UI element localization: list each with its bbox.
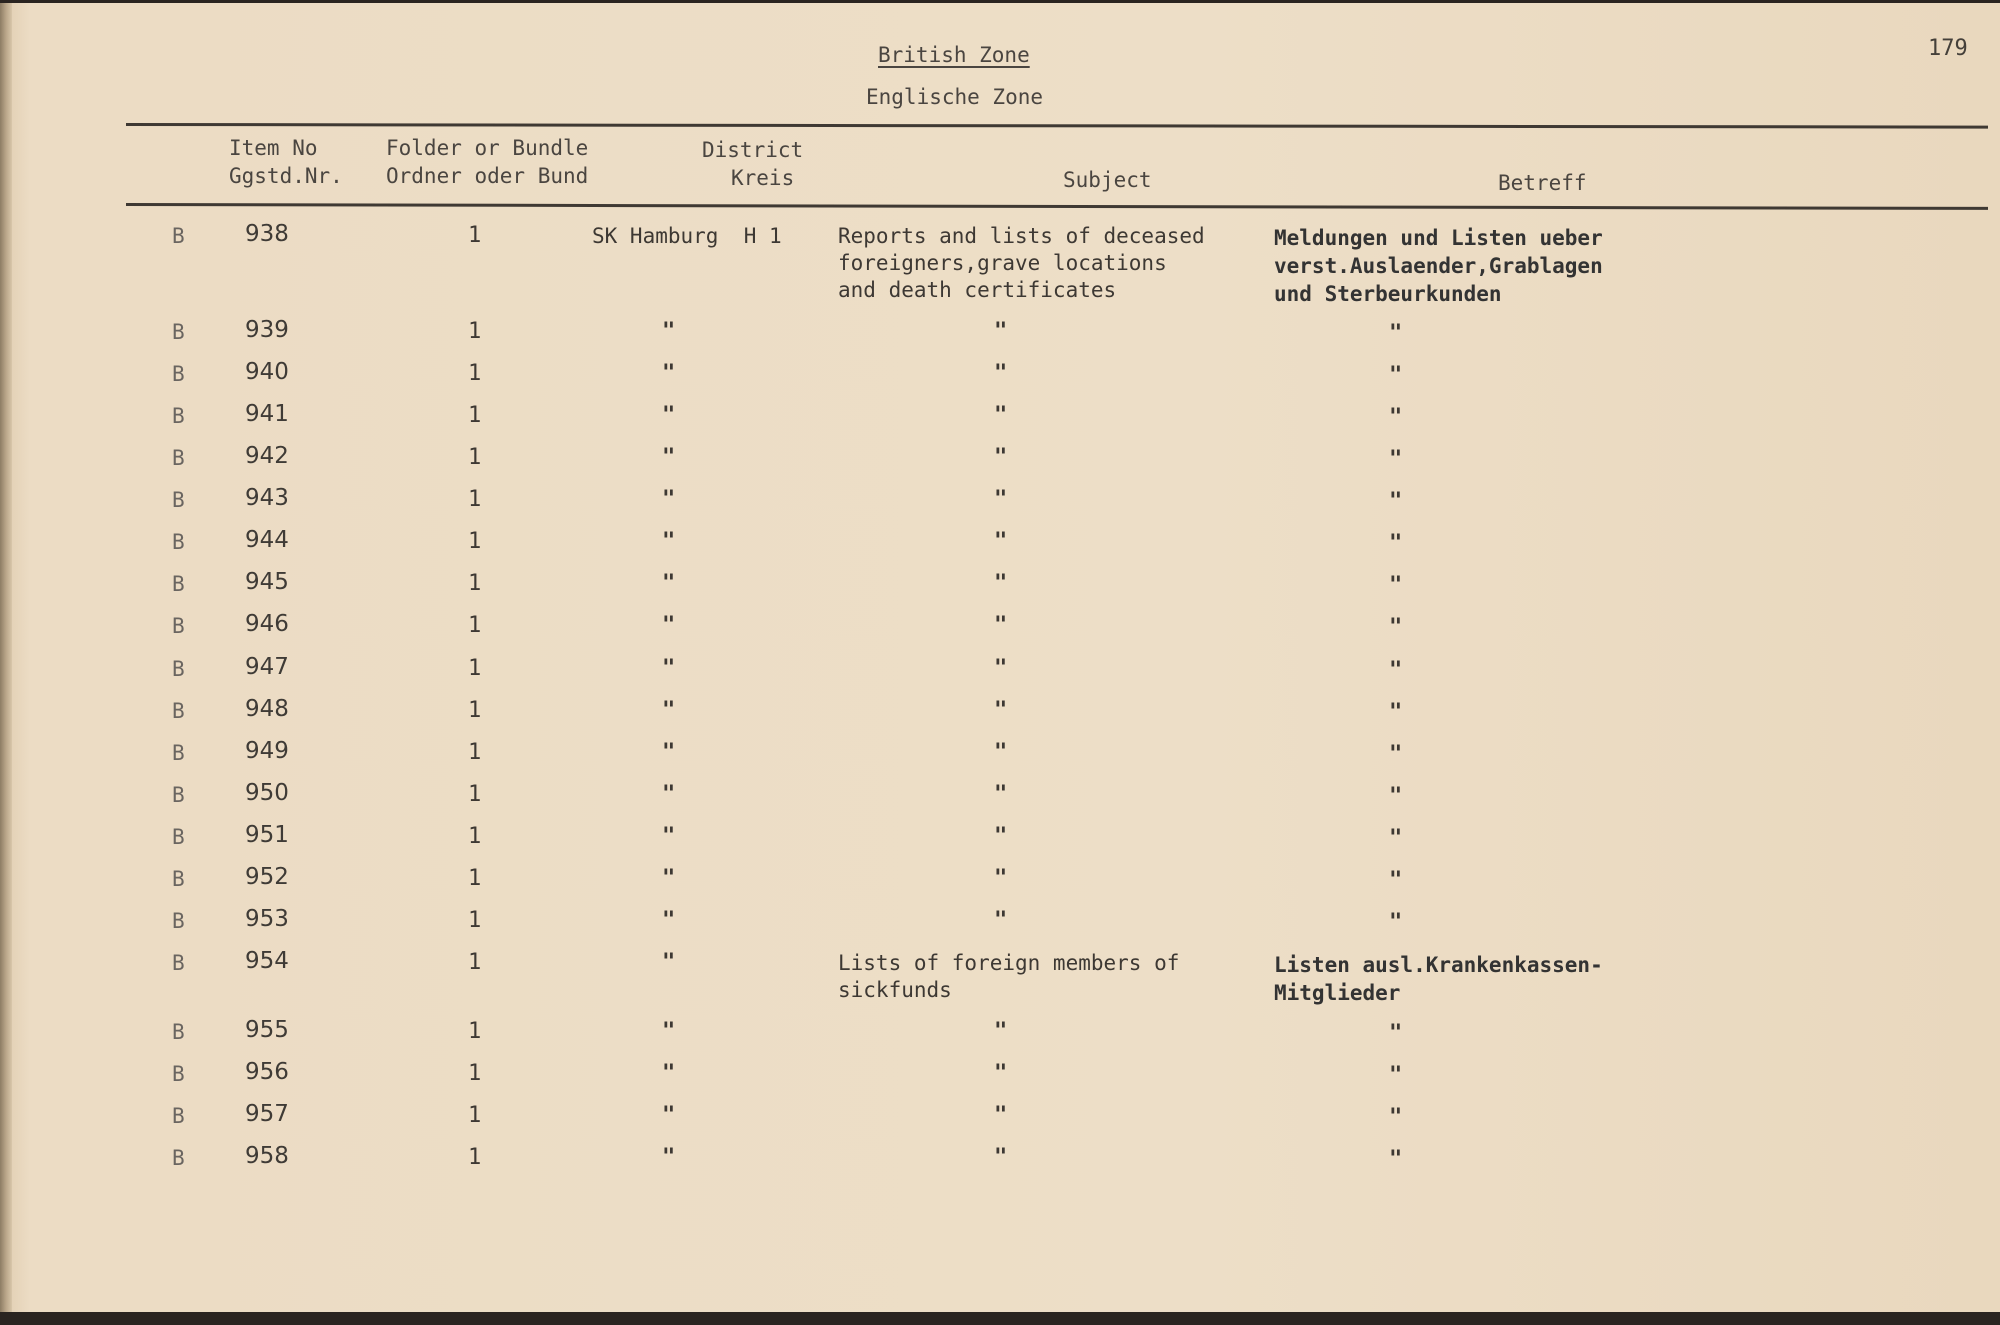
row-folder-count: 1 — [468, 529, 482, 554]
row-betreff-line: " — [1389, 1021, 1403, 1046]
row-folder-count: 1 — [468, 613, 482, 638]
row-subject-line: Lists of foreign members of — [838, 951, 1180, 975]
row-series-letter: B — [172, 951, 185, 975]
row-subject-line: " — [994, 571, 1008, 596]
row-series-letter: B — [172, 1104, 185, 1128]
row-district: " — [662, 908, 676, 933]
row-betreff-line: " — [1389, 573, 1403, 598]
row-folder-count: 1 — [468, 487, 482, 512]
row-item-number: 957 — [245, 1101, 289, 1127]
row-district: " — [662, 1103, 676, 1128]
row-item-number: 939 — [245, 317, 289, 343]
row-subject-line: " — [994, 1061, 1008, 1086]
row-folder-count: 1 — [468, 656, 482, 681]
row-item-number: 951 — [245, 822, 289, 848]
row-series-letter: B — [172, 825, 185, 849]
row-district: " — [662, 445, 676, 470]
row-subject-line: " — [994, 361, 1008, 386]
row-folder-count: 1 — [468, 1061, 482, 1086]
row-betreff-line: " — [1389, 363, 1403, 388]
row-district: " — [662, 656, 676, 681]
row-series-letter: B — [172, 1020, 185, 1044]
row-item-number: 938 — [245, 221, 289, 247]
row-series-letter: B — [172, 867, 185, 891]
row-folder-count: 1 — [468, 698, 482, 723]
row-betreff-line: Listen ausl.Krankenkassen- — [1274, 953, 1603, 977]
row-district: " — [662, 1019, 676, 1044]
row-item-number: 955 — [245, 1017, 289, 1043]
row-item-number: 942 — [245, 443, 289, 469]
row-folder-count: 1 — [468, 740, 482, 765]
row-series-letter: B — [172, 530, 185, 554]
row-series-letter: B — [172, 362, 185, 386]
row-folder-count: 1 — [468, 223, 482, 248]
row-folder-count: 1 — [468, 1103, 482, 1128]
row-series-letter: B — [172, 224, 185, 248]
row-series-letter: B — [172, 699, 185, 723]
row-item-number: 940 — [245, 359, 289, 385]
row-district: " — [662, 950, 676, 975]
row-series-letter: B — [172, 572, 185, 596]
row-betreff-line: " — [1389, 321, 1403, 346]
row-district: " — [662, 361, 676, 386]
top-edge — [0, 0, 2000, 3]
row-series-letter: B — [172, 446, 185, 470]
header-bottom-rule — [126, 203, 1988, 210]
col-header-district-en: District — [702, 138, 804, 162]
row-district: " — [662, 529, 676, 554]
row-betreff-line: " — [1389, 826, 1403, 851]
row-subject-line: Reports and lists of deceased — [838, 224, 1205, 248]
row-betreff-line: " — [1389, 489, 1403, 514]
row-subject-line: " — [994, 487, 1008, 512]
row-subject-line: sickfunds — [838, 978, 952, 1002]
row-subject-line: foreigners,grave locations — [838, 251, 1167, 275]
row-folder-count: 1 — [468, 1019, 482, 1044]
row-district: " — [662, 824, 676, 849]
row-district: " — [662, 698, 676, 723]
row-betreff-line: " — [1389, 784, 1403, 809]
row-series-letter: B — [172, 657, 185, 681]
row-district: SK Hamburg H 1 — [592, 224, 782, 248]
row-item-number: 954 — [245, 948, 289, 974]
row-district: " — [662, 1145, 676, 1170]
col-header-district-de: Kreis — [731, 166, 795, 190]
row-betreff-line: " — [1389, 700, 1403, 725]
col-header-subject: Subject — [1063, 168, 1152, 192]
row-item-number: 946 — [245, 611, 289, 637]
row-folder-count: 1 — [468, 908, 482, 933]
row-folder-count: 1 — [468, 824, 482, 849]
row-item-number: 953 — [245, 906, 289, 932]
row-betreff-line: " — [1389, 1147, 1403, 1172]
row-folder-count: 1 — [468, 571, 482, 596]
row-subject-line: " — [994, 656, 1008, 681]
row-folder-count: 1 — [468, 361, 482, 386]
row-subject-line: " — [994, 740, 1008, 765]
row-betreff-line: verst.Auslaender,Grablagen — [1274, 254, 1603, 278]
row-subject-line: " — [994, 403, 1008, 428]
page-number: 179 — [1928, 36, 1968, 61]
row-district: " — [662, 866, 676, 891]
row-district: " — [662, 319, 676, 344]
row-betreff-line: " — [1389, 910, 1403, 935]
row-betreff-line: Mitglieder — [1274, 981, 1401, 1005]
row-subject-line: and death certificates — [838, 278, 1117, 302]
col-header-folder-de: Ordner oder Bund — [386, 164, 589, 188]
row-item-number: 944 — [245, 527, 289, 553]
row-betreff-line: " — [1389, 615, 1403, 640]
row-subject-line: " — [994, 698, 1008, 723]
row-subject-line: " — [994, 824, 1008, 849]
col-header-item-en: Item No — [229, 136, 318, 160]
row-betreff-line: und Sterbeurkunden — [1274, 282, 1502, 306]
row-item-number: 948 — [245, 696, 289, 722]
row-series-letter: B — [172, 1146, 185, 1170]
row-subject-line: " — [994, 1145, 1008, 1170]
row-betreff-line: " — [1389, 531, 1403, 556]
row-district: " — [662, 782, 676, 807]
row-folder-count: 1 — [468, 866, 482, 891]
bottom-edge — [0, 1312, 2000, 1325]
row-item-number: 958 — [245, 1143, 289, 1169]
row-subject-line: " — [994, 529, 1008, 554]
row-district: " — [662, 403, 676, 428]
col-header-folder-en: Folder or Bundle — [386, 136, 589, 160]
row-item-number: 947 — [245, 654, 289, 680]
header-top-rule — [126, 123, 1988, 129]
row-district: " — [662, 613, 676, 638]
row-folder-count: 1 — [468, 319, 482, 344]
page-subtitle: Englische Zone — [866, 85, 1044, 109]
page-title: British Zone — [878, 43, 1030, 67]
col-header-item-de: Ggstd.Nr. — [229, 164, 343, 188]
row-subject-line: " — [994, 908, 1008, 933]
row-series-letter: B — [172, 614, 185, 638]
row-series-letter: B — [172, 741, 185, 765]
row-item-number: 956 — [245, 1059, 289, 1085]
row-folder-count: 1 — [468, 1145, 482, 1170]
row-betreff-line: " — [1389, 1063, 1403, 1088]
binding-fold — [0, 0, 12, 1325]
row-subject-line: " — [994, 866, 1008, 891]
row-folder-count: 1 — [468, 403, 482, 428]
row-subject-line: " — [994, 613, 1008, 638]
row-item-number: 945 — [245, 569, 289, 595]
row-folder-count: 1 — [468, 950, 482, 975]
row-item-number: 941 — [245, 401, 289, 427]
row-betreff-line: " — [1389, 742, 1403, 767]
row-betreff-line: " — [1389, 1105, 1403, 1130]
row-district: " — [662, 1061, 676, 1086]
col-header-betreff: Betreff — [1498, 171, 1587, 195]
row-item-number: 952 — [245, 864, 289, 890]
row-district: " — [662, 571, 676, 596]
row-district: " — [662, 740, 676, 765]
row-series-letter: B — [172, 909, 185, 933]
row-item-number: 943 — [245, 485, 289, 511]
row-series-letter: B — [172, 320, 185, 344]
row-subject-line: " — [994, 445, 1008, 470]
row-series-letter: B — [172, 488, 185, 512]
row-district: " — [662, 487, 676, 512]
row-subject-line: " — [994, 1019, 1008, 1044]
row-betreff-line: " — [1389, 405, 1403, 430]
row-series-letter: B — [172, 1062, 185, 1086]
row-subject-line: " — [994, 1103, 1008, 1128]
row-subject-line: " — [994, 319, 1008, 344]
row-betreff-line: " — [1389, 868, 1403, 893]
row-series-letter: B — [172, 783, 185, 807]
row-subject-line: " — [994, 782, 1008, 807]
row-item-number: 949 — [245, 738, 289, 764]
row-series-letter: B — [172, 404, 185, 428]
row-item-number: 950 — [245, 780, 289, 806]
row-betreff-line: " — [1389, 447, 1403, 472]
row-betreff-line: Meldungen und Listen ueber — [1274, 226, 1603, 250]
row-folder-count: 1 — [468, 782, 482, 807]
row-betreff-line: " — [1389, 658, 1403, 683]
row-folder-count: 1 — [468, 445, 482, 470]
